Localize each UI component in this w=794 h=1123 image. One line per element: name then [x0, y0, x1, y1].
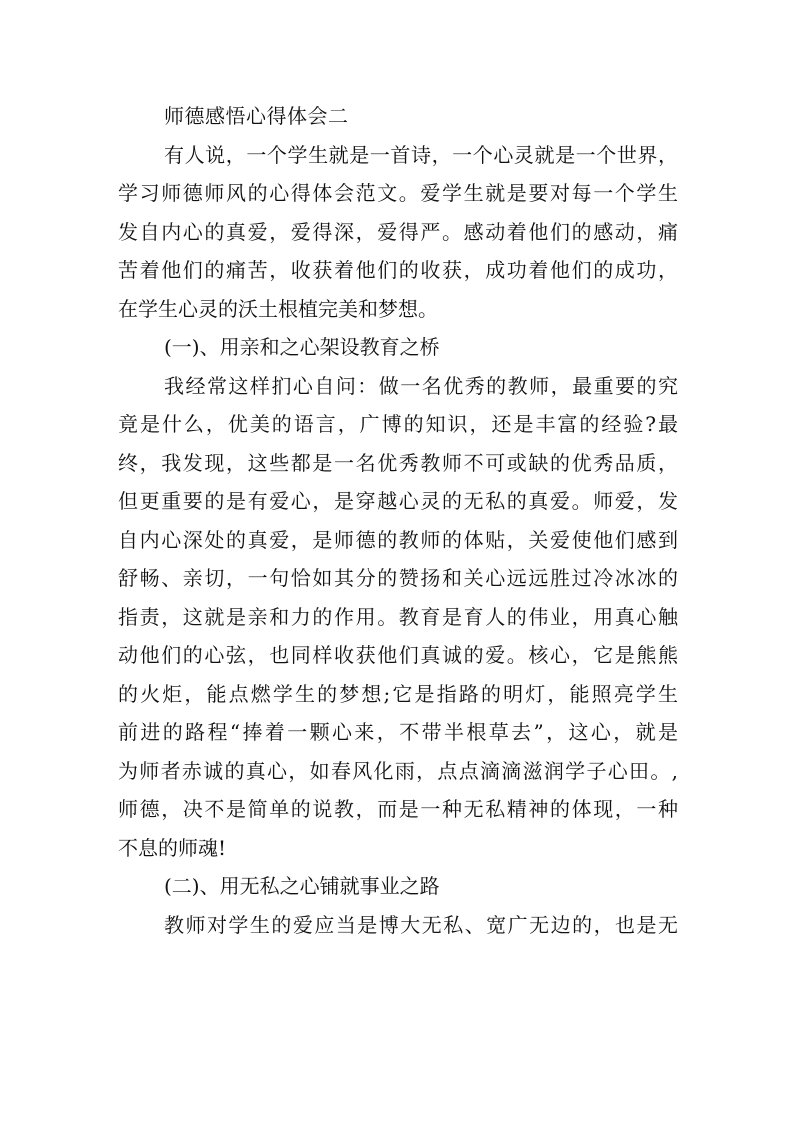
section-heading-1: (一)、用亲和之心架设教育之桥: [164, 335, 440, 359]
paragraph-line: 的火炬，能点燃学生的梦想;它是指路的明灯，能照亮学生: [118, 681, 678, 706]
paragraph-line: 终，我发现，这些都是一名优秀教师不可或缺的优秀品质，: [118, 450, 678, 475]
paragraph-line: 为师者赤诚的真心，如春风化雨，点点滴滴滋润学子心田。,: [118, 758, 678, 783]
paragraph-line: 动他们的心弦，也同样收获他们真诚的爱。核心，它是熊熊: [118, 643, 678, 667]
paragraph-line: 苦着他们的痛苦，收获着他们的收获，成功着他们的成功，: [118, 258, 678, 282]
paragraph-line: 竟是什么，优美的语言，广博的知识，还是丰富的经验?最: [118, 412, 678, 436]
section-heading-2: (二)、用无私之心铺就事业之路: [164, 874, 440, 898]
paragraph-line: 我经常这样扪心自问：做一名优秀的教师，最重要的究: [164, 373, 678, 398]
paragraph-line: 不息的师魂!: [118, 835, 227, 860]
paragraph-line: 教师对学生的爱应当是博大无私、宽广无边的，也是无: [164, 912, 678, 937]
paragraph-line: 舒畅、亲切，一句恰如其分的赞扬和关心远远胜过冷冰冰的: [118, 566, 678, 590]
paragraph-line: 自内心深处的真爱，是师德的教师的体贴，关爱使他们感到: [118, 527, 678, 552]
paragraph-line: 学习师德师风的心得体会范文。爱学生就是要对每一个学生: [118, 181, 678, 205]
paragraph-line: 有人说，一个学生就是一首诗，一个心灵就是一个世界，: [164, 142, 678, 167]
paragraph-line: 在学生心灵的沃土根植完美和梦想。: [118, 296, 438, 321]
paragraph-line: 指责，这就是亲和力的作用。教育是育人的伟业，用真心触: [118, 604, 678, 629]
document-title: 师德感悟心得体会二: [164, 104, 349, 128]
document-body: [118, 97, 678, 944]
paragraph-line: 发自内心的真爱，爱得深，爱得严。感动着他们的感动，痛: [118, 219, 678, 244]
paragraph-line: 师德，决不是简单的说教，而是一种无私精神的体现，一种: [118, 797, 678, 821]
paragraph-line: 但更重要的是有爱心，是穿越心灵的无私的真爱。师爱，发: [118, 489, 678, 513]
paragraph-line: 前进的路程“捧着一颗心来，不带半根草去”，这心，就是: [118, 720, 678, 744]
